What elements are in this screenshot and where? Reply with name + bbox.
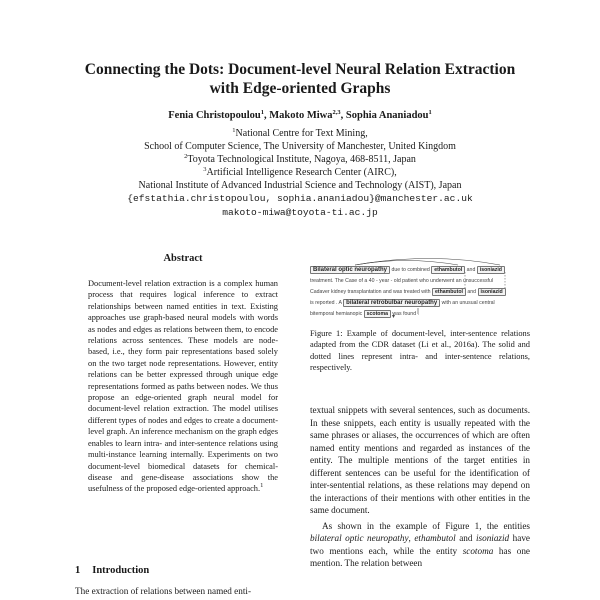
affiliation-3b: National Institute of Advanced Industrial Science and Technology (AIST), Japan <box>138 180 462 192</box>
affiliation-1a <box>40 127 560 140</box>
author-list <box>40 110 560 121</box>
intro-first-line: The extraction of relations between named enti- <box>75 586 252 596</box>
author-affil-mark: 2,3 <box>332 109 341 116</box>
title-line-2: with Edge-oriented Graphs <box>209 80 391 97</box>
paragraph <box>310 520 530 570</box>
author-name: Sophia Ananiadou <box>345 110 429 121</box>
entity-italic: scotoma <box>462 545 494 556</box>
affil-text: Artificial Intelligence Research Center (AIRC), <box>206 167 397 179</box>
affiliation-2 <box>40 153 560 166</box>
affil-text: National Centre for Text Mining, <box>235 128 368 139</box>
paragraph: textual snippets with several sentences, such as documents. In these snippets, each entity is usually repeated with the same phrases or aliases, the occurrences of which are often named entity mentions and regarded as instances of the entity. The multiple mentions of the target entities in different sentences can be useful for the identification of inter-sentential relations, as these relations may depend on the interactions of their mentions with other entities in the same document. <box>310 405 530 515</box>
author-separator: , <box>263 110 270 121</box>
entity-mention: ethambutol <box>431 266 465 274</box>
entity-italic: ethambutol <box>414 533 456 543</box>
figure-text: is reported . A <box>310 300 344 306</box>
figure-text: due to combined <box>390 267 432 273</box>
figure-text: with an unusual central <box>440 300 495 306</box>
author-affil-mark: 1 <box>428 109 432 116</box>
author-affil-mark: 1 <box>260 109 264 116</box>
paragraph-text: and <box>455 533 476 543</box>
figure-line-5 <box>310 310 419 318</box>
figure-line-4 <box>310 299 495 307</box>
footnote-mark: 1 <box>260 482 264 490</box>
author-name: Fenia Christopoulou <box>168 110 261 121</box>
entity-mention: isoniazid <box>477 266 505 274</box>
entity-italic: bilateral optic neuropathy <box>310 533 409 543</box>
abstract-body <box>88 278 278 495</box>
email-line-1: {efstathia.christopoulou, sophia.ananiadou}@manchester.ac.uk <box>127 193 473 205</box>
abstract-text: Document-level relation extraction is a complex human process that requires logical inference to extract relationships between named entities in text. Existing approaches use graph-based neural models with words as nodes and edges as relations between them, to encode relations across sentences. These models are node-based, i.e., they form pair representations based solely on the two target node representations. However, entity relations can be better expressed through unique edge representations formed as paths between nodes. We thus propose an edge-oriented graph neural model for document-level relation extraction. The model utilises different types of nodes and edges to create a document-level graph. An inference mechanism on the graph edges enables to learn intra- and inter-sentence relations using multi-instance learning internally. Experiments on two document-level biomedical datasets for chemical-disease and gene-disease associations show the usefulness of the proposed edge-oriented approach. <box>88 279 278 494</box>
entity-mention: bilateral retrobulbar neuropathy <box>343 299 440 307</box>
figure-line-2: treatment. The Case of a 40 - year - old patient who underwent an unsuccessful <box>310 278 494 284</box>
section-title: Introduction <box>92 565 150 576</box>
affil-mark: 2 <box>184 153 188 161</box>
entity-mention: Bilateral optic neuropathy <box>310 266 390 274</box>
figure-text: bitemporal hemianopic <box>310 311 364 317</box>
affil-text: Toyota Technological Institute, Nagoya, 468-8511, Japan <box>187 154 416 166</box>
author-name: Makoto Miwa <box>269 110 333 121</box>
entity-italic: isoniazid <box>475 533 510 543</box>
figure-text: and <box>465 289 478 295</box>
figure-1 <box>310 258 530 320</box>
paper-title <box>40 60 560 98</box>
abstract-heading: Abstract <box>163 253 203 264</box>
figure-text: Cadaver kidney transplantation and was treated with <box>310 289 432 295</box>
entity-mention: isoniazid <box>478 288 506 296</box>
intra-relation-arc <box>355 259 500 266</box>
affiliations <box>40 127 560 219</box>
email-line-2: makoto-miwa@toyota-ti.ac.jp <box>222 206 378 218</box>
figure-line-1 <box>310 266 505 274</box>
title-line-1: Connecting the Dots: Document-level Neural Relation Extraction <box>84 61 516 78</box>
entity-mention: scotoma <box>364 310 391 318</box>
paragraph-text: have two mentions each, while the entity <box>310 533 531 556</box>
figure-line-3 <box>310 288 506 296</box>
affil-mark: 3 <box>203 166 207 174</box>
paragraph-text: As shown in the example of Figure 1, the entities <box>322 520 530 531</box>
entity-mention: ethambutol <box>432 288 466 296</box>
figure-1-caption: Figure 1: Example of document-level, inter-sentence relations adapted from the CDR dataset (Li et al., 2016a). The solid and dotted lines represent intra- and inter-sentence relations, respectively. <box>310 329 530 373</box>
figure-text: and <box>465 267 477 273</box>
figure-text: was found . <box>390 311 419 317</box>
affiliation-3a <box>40 166 560 179</box>
affil-mark: 1 <box>232 127 236 134</box>
author-separator: , <box>340 110 346 121</box>
paragraph-text: has one mention. The relation between <box>310 545 531 568</box>
section-number: 1 <box>75 565 81 576</box>
section-heading-introduction <box>75 565 161 576</box>
affiliation-1b: School of Computer Science, The University of Manchester, United Kingdom <box>144 141 456 153</box>
paragraph-text: , <box>408 533 415 543</box>
right-column-body <box>310 404 530 570</box>
